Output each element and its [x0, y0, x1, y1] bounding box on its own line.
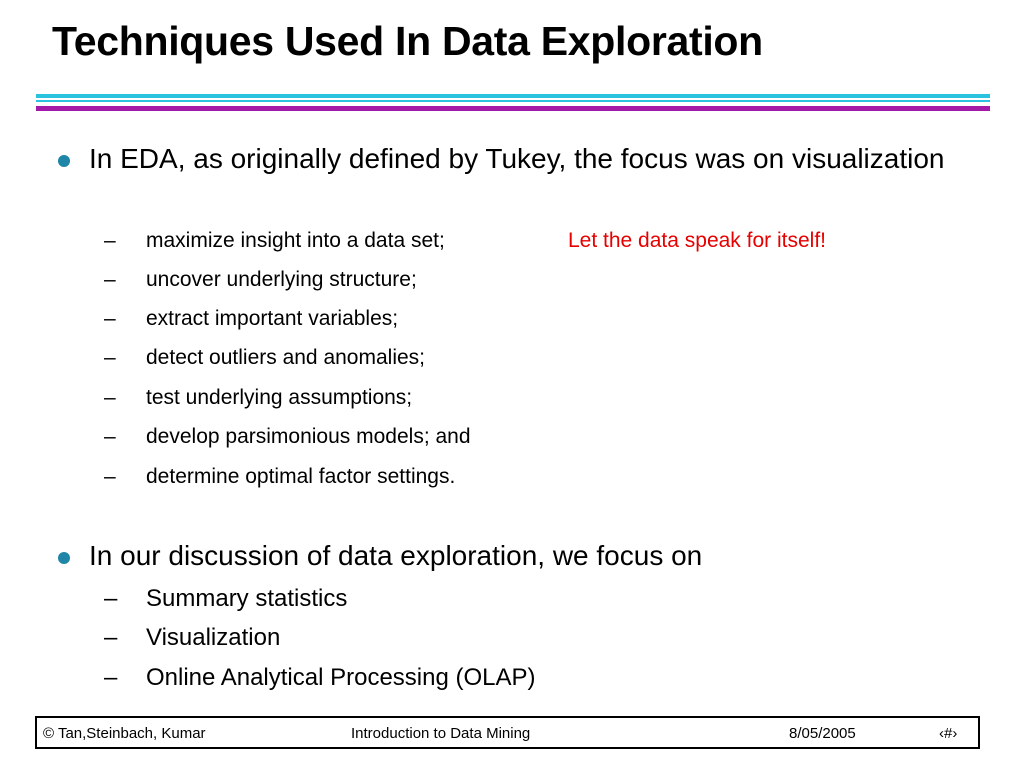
sub-item: maximize insight into a data set; [146, 229, 445, 252]
sub-item: uncover underlying structure; [146, 268, 417, 291]
dash-icon: – [104, 268, 116, 291]
dash-icon: – [104, 624, 118, 651]
bullet-icon [58, 155, 70, 167]
dash-icon: – [104, 346, 116, 369]
sub-item: determine optimal factor settings. [146, 465, 456, 488]
dash-icon: – [104, 229, 116, 252]
footer-date: 8/05/2005 [789, 725, 856, 742]
footer-course: Introduction to Data Mining [351, 725, 531, 742]
sub-item: extract important variables; [146, 307, 399, 330]
title-rule-cyan-thin [36, 100, 990, 102]
bullet-icon [58, 552, 70, 564]
footer-copyright: © Tan,Steinbach, Kumar [43, 725, 206, 742]
slide-title: Techniques Used In Data Exploration [52, 18, 763, 64]
sub-item: Visualization [146, 624, 281, 651]
title-rule-cyan [36, 94, 990, 98]
title-rule-purple [36, 106, 990, 111]
footer [35, 716, 980, 749]
sub-item: detect outliers and anomalies; [146, 346, 425, 369]
dash-icon: – [104, 465, 116, 488]
sub-item: develop parsimonious models; and [146, 425, 471, 448]
dash-icon: – [104, 664, 118, 691]
dash-icon: – [104, 307, 116, 330]
dash-icon: – [104, 386, 116, 409]
callout-note: Let the data speak for itself! [568, 229, 826, 252]
sub-item: Online Analytical Processing (OLAP) [146, 664, 536, 691]
dash-icon: – [104, 585, 118, 612]
footer-page-number: ‹#› [939, 725, 958, 742]
bullet-text: In EDA, as originally defined by Tukey, the focus was on visualization [89, 143, 945, 174]
sub-item: test underlying assumptions; [146, 386, 413, 409]
sub-item: Summary statistics [146, 585, 348, 612]
dash-icon: – [104, 425, 116, 448]
bullet-text: In our discussion of data exploration, we focus on [89, 540, 703, 571]
